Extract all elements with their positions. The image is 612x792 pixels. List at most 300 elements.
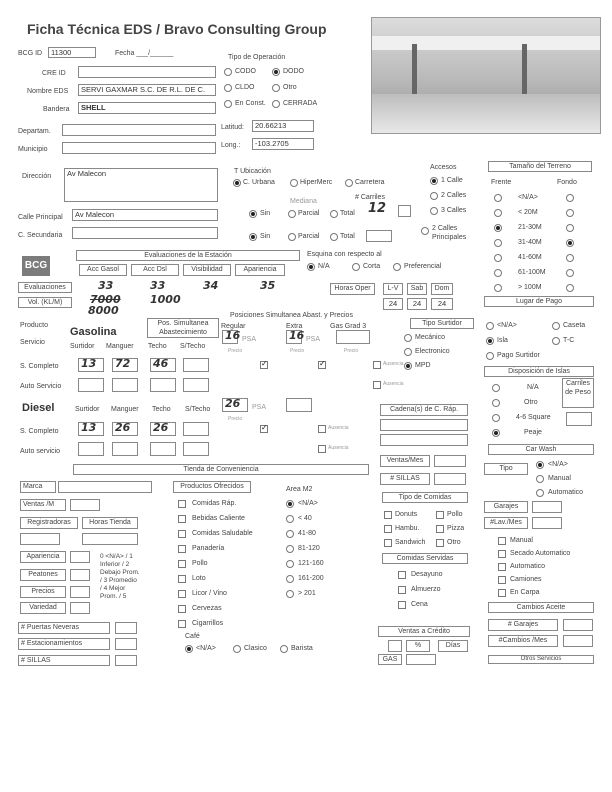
tienda-horas-label: Horas Tienda — [82, 517, 138, 529]
gas-auto-techo[interactable] — [150, 378, 176, 392]
producto-label: Bebidas Caliente — [192, 515, 245, 522]
credito-gas-field[interactable] — [406, 654, 436, 665]
radio-fondo-3[interactable] — [566, 239, 574, 247]
label-islas-peaje: Peaje — [524, 429, 542, 436]
wash-check-2[interactable] — [498, 563, 506, 571]
aceite-cambios-label: #Cambios /Mes — [488, 635, 558, 647]
diesel-auto-surtidor[interactable] — [78, 442, 104, 456]
producto-check-3[interactable] — [178, 545, 186, 553]
puertas-neveras-field[interactable] — [115, 622, 137, 634]
evaluaciones-title: Evaluaciones de la Estación — [76, 250, 300, 261]
radio-fondo-4[interactable] — [566, 254, 574, 262]
radio-cldo[interactable] — [224, 84, 232, 92]
radio-fondo-6[interactable] — [566, 284, 574, 292]
mediana-label: Mediana — [290, 198, 317, 205]
wash-check-4[interactable] — [498, 589, 506, 597]
diesel-pos-field[interactable] — [222, 398, 248, 412]
diesel-auto-ausencia-label: Ausencia — [328, 445, 349, 451]
nombre-eds-field[interactable]: SERVI GAXMAR S.C. DE R.L. DE C. — [78, 84, 216, 96]
calle-principal-label: Calle Principal — [18, 214, 63, 221]
producto-label: Loto — [192, 575, 206, 582]
label-wash-manual: Manual — [548, 475, 571, 482]
servida-check-0[interactable] — [398, 571, 406, 579]
producto-check-2[interactable] — [178, 530, 186, 538]
radio-frente-6[interactable] — [494, 284, 502, 292]
radio-frente-4[interactable] — [494, 254, 502, 262]
label-islas-square: 4-6 Square — [516, 414, 551, 421]
diesel-auto-s-techo[interactable] — [183, 442, 209, 456]
gas-techo-value: 46 — [153, 357, 169, 370]
gas-precio-1: Precio — [228, 348, 243, 354]
radio-fondo-2[interactable] — [566, 224, 574, 232]
producto-check-7[interactable] — [178, 605, 186, 613]
wash-check-label: Secado Automatico — [510, 550, 571, 557]
gas-regular-pos[interactable] — [222, 329, 241, 344]
radio-surtidor-mpd[interactable] — [404, 362, 412, 370]
wash-check-label: Camiones — [510, 576, 542, 583]
diesel-ausencia-check-2[interactable] — [318, 425, 326, 433]
photo-canopy — [372, 36, 600, 50]
label-acceso-3: 3 Calles — [441, 207, 467, 214]
extra-label: Extra — [286, 323, 303, 330]
radio-mediana-total[interactable] — [330, 210, 338, 218]
radio-cafe-barista[interactable] — [280, 645, 288, 653]
wash-garajes-label: Garajes — [484, 501, 528, 513]
credito-dias-label: Días — [438, 640, 468, 652]
islas-title: Disposición de Islas — [484, 366, 594, 377]
radio-pago-caseta[interactable] — [552, 322, 560, 330]
bcg-id-field[interactable]: 11300 — [48, 47, 96, 58]
radio-esquina-corta[interactable] — [352, 263, 360, 271]
diesel-pos-value: 26 — [225, 397, 241, 410]
label-islas-otro: Otro — [524, 399, 538, 406]
vol-value-1: 7000 — [90, 293, 121, 306]
wash-lav-mes-label: #Lav./Mes — [484, 517, 528, 529]
label-pago-surtidor: Pago Surtidor — [497, 352, 540, 359]
diesel-techo-value: 26 — [153, 421, 169, 434]
diesel-ausencia-check[interactable] — [260, 425, 268, 433]
tienda-apariencia-field[interactable] — [70, 551, 90, 563]
wash-check-0[interactable] — [498, 537, 506, 545]
producto-label: Comidas Ráp. — [192, 500, 237, 507]
radio-sec-parcial[interactable] — [288, 233, 296, 241]
label-pago-tc: T-C — [563, 337, 575, 344]
diesel-surtidor-field[interactable] — [78, 422, 104, 436]
tipo-comida-label: Sandwich — [395, 539, 426, 546]
gas-col-surtidor: Surtidor — [70, 343, 95, 350]
tienda-marca-field[interactable] — [58, 481, 152, 493]
servida-label: Desayuno — [411, 571, 443, 578]
wash-check-label: Manual — [510, 537, 533, 544]
label-cldo: CLDO — [235, 84, 255, 91]
radio-area-6[interactable] — [286, 590, 294, 598]
gas-extra-psa: PSA — [306, 336, 321, 343]
vol-row-label: Vol. (KL/M) — [18, 297, 72, 308]
radio-cafe-na[interactable] — [185, 645, 193, 653]
producto-check-6[interactable] — [178, 590, 186, 598]
station-photo — [371, 17, 601, 134]
gas-techo-field[interactable] — [150, 358, 176, 372]
gas-auto-manguer[interactable] — [112, 378, 138, 392]
photo-ground — [372, 94, 600, 133]
credito-gas-label: GAS — [378, 654, 402, 665]
wash-garajes-field[interactable] — [532, 501, 562, 513]
diesel-title: Diesel — [22, 402, 55, 414]
tienda-peatones-label: Peatones — [20, 569, 66, 581]
label-otro: Otro — [283, 84, 297, 91]
servicio-label: Servicio — [20, 339, 45, 346]
col-visibilidad: Visibilidad — [183, 264, 231, 276]
diesel-techo-field[interactable] — [150, 422, 176, 436]
tienda-marca-label: Marca — [20, 481, 56, 493]
gas-col-s-techo: S/Techo — [180, 343, 206, 350]
rating-scale-line: Prom. / 5 — [100, 593, 127, 600]
label-surtidor-mecanico: Mecánico — [415, 334, 445, 341]
tienda-precios-field[interactable] — [70, 586, 90, 598]
gas-extra-pos[interactable] — [286, 329, 305, 344]
nombre-eds-label: Nombre EDS — [27, 88, 69, 95]
horas-sab-field[interactable]: 24 — [407, 298, 427, 310]
diesel-col-techo: Techo — [152, 406, 171, 413]
tienda-variedad-label: Variedad — [20, 602, 66, 614]
terreno-size-label: 61-100M — [518, 269, 546, 276]
cambios-aceite-title: Cambios Aceite — [488, 602, 594, 613]
carriles-label: # Carriles — [355, 194, 385, 201]
tipo-surtidor-title: Tipo Surtidor — [410, 318, 474, 329]
radio-area-2[interactable] — [286, 530, 294, 538]
label-sin-2: Sin — [260, 233, 271, 240]
radio-c-urbana[interactable] — [233, 179, 241, 187]
otros-servicios-title: Otros Servicios — [488, 655, 594, 664]
cre-id-field[interactable] — [78, 66, 216, 78]
municipio-label: Municipio — [18, 146, 48, 153]
producto-check-5[interactable] — [178, 575, 186, 583]
tipo-comida-label: Pizza — [447, 525, 465, 532]
label-cerrada: CERRADA — [283, 100, 318, 107]
longitud-field[interactable]: -103.2705 — [252, 138, 314, 150]
rating-scale-line: / 3 Promedio — [100, 577, 137, 584]
posiciones-label: Posiciones Simultanea Abast. y Precios — [230, 312, 353, 319]
tienda-ventas-field[interactable] — [70, 499, 100, 511]
radio-mediana-parcial[interactable] — [288, 210, 296, 218]
producto-check-0[interactable] — [178, 500, 186, 508]
radio-sec-sin[interactable] — [249, 233, 257, 241]
gas-ausencia-label: Ausencia — [383, 361, 404, 367]
radio-dodo[interactable] — [272, 68, 280, 76]
rating-scale-line: 0 <N/A> / 1 — [100, 553, 133, 560]
car-wash-title: Car Wash — [488, 444, 594, 455]
servida-label: Almuerzo — [411, 586, 441, 593]
diesel-manguer-value: 26 — [115, 421, 131, 434]
radio-mediana-sin[interactable] — [249, 210, 257, 218]
radio-area-3[interactable] — [286, 545, 294, 553]
departamento-field[interactable] — [62, 124, 216, 136]
photo-pole — [412, 44, 417, 100]
cadenas-field-1[interactable] — [380, 419, 468, 431]
diesel-pos-field-2[interactable] — [286, 398, 312, 412]
radio-frente-1[interactable] — [494, 209, 502, 217]
tienda-registradoras-field[interactable] — [20, 533, 60, 545]
tienda-sillas-field[interactable] — [115, 655, 137, 666]
latitud-label: Latitud: — [221, 124, 244, 131]
aceite-cambios-field[interactable] — [563, 635, 593, 647]
lugar-pago-title: Lugar de Pago — [484, 296, 594, 307]
bandera-field[interactable]: SHELL — [78, 102, 216, 114]
aceite-garajes-field[interactable] — [563, 619, 593, 631]
departamento-label: Departam. — [18, 128, 51, 135]
gas-regular-ausencia-check[interactable] — [260, 361, 268, 369]
eval-acc-dsl: 33 — [150, 279, 166, 292]
servida-check-1[interactable] — [398, 586, 406, 594]
carriles-sec-field[interactable] — [366, 230, 392, 242]
tipo-comida-check-5[interactable] — [436, 539, 444, 547]
diesel-auto-manguer[interactable] — [112, 442, 138, 456]
area-label: > 201 — [298, 590, 316, 597]
horas-col-sab: Sab — [407, 283, 427, 295]
diesel-s-completo-label: S. Completo — [20, 428, 59, 435]
direccion-label: Dirección — [22, 173, 52, 180]
comidas-sillas-label: # SILLAS — [380, 473, 430, 485]
gas-manguer-field[interactable] — [112, 358, 138, 372]
label-total: Total — [340, 210, 355, 217]
radio-area-0[interactable] — [286, 500, 294, 508]
comidas-sillas-field[interactable] — [434, 473, 466, 485]
radio-area-5[interactable] — [286, 575, 294, 583]
terreno-size-label: 41-60M — [518, 254, 542, 261]
diesel-manguer-field[interactable] — [112, 422, 138, 436]
tienda-variedad-field[interactable] — [70, 602, 90, 614]
radio-islas-na[interactable] — [492, 384, 500, 392]
gas-col-techo: Techo — [148, 343, 167, 350]
cafe-label: Café — [185, 633, 200, 640]
col-acc-dsl: Acc Dsl — [131, 264, 179, 276]
gas-extra-pos-value: 16 — [289, 329, 305, 342]
label-cafe-barista: Barista — [291, 645, 313, 652]
credito-pct-field[interactable] — [388, 640, 402, 652]
radio-area-1[interactable] — [286, 515, 294, 523]
radio-islas-peaje[interactable] — [492, 429, 500, 437]
radio-fondo-1[interactable] — [566, 209, 574, 217]
tipo-comida-check-0[interactable] — [384, 511, 392, 519]
label-esquina-corta: Corta — [363, 263, 381, 270]
gas-auto-ausencia-label: Ausencia — [383, 381, 404, 387]
radio-fondo-0[interactable] — [566, 194, 574, 202]
radio-acceso-3[interactable] — [430, 207, 438, 215]
label-wash-na: <N/A> — [548, 461, 568, 468]
diesel-surtidor-value: 13 — [81, 421, 97, 434]
radio-fondo-5[interactable] — [566, 269, 574, 277]
label-codo: CODO — [235, 68, 256, 75]
diesel-s-techo-field[interactable] — [183, 422, 209, 436]
radio-wash-na[interactable] — [536, 461, 544, 469]
eval-apariencia: 35 — [260, 279, 276, 292]
tipo-comida-check-2[interactable] — [384, 525, 392, 533]
terreno-size-label: 31-40M — [518, 239, 542, 246]
label-carretera: Carretera — [355, 179, 385, 186]
label-cafe-na: <N/A> — [196, 645, 216, 652]
gas-grad3-pos[interactable] — [336, 330, 370, 344]
calle-principal-field[interactable]: Av Malecon — [72, 209, 218, 221]
radio-hipermerc[interactable] — [290, 179, 298, 187]
tienda-peatones-field[interactable] — [70, 569, 90, 581]
tienda-horas-field[interactable] — [82, 533, 138, 545]
radio-frente-2[interactable] — [494, 224, 502, 232]
fecha-label: Fecha ___/______ — [115, 50, 174, 57]
radio-frente-5[interactable] — [494, 269, 502, 277]
gas-grad3-ausencia-check[interactable] — [373, 361, 381, 369]
radio-esquina-na[interactable] — [307, 263, 315, 271]
label-esquina-pref: Preferencial — [404, 263, 442, 270]
radio-cerrada[interactable] — [272, 100, 280, 108]
radio-wash-manual[interactable] — [536, 475, 544, 483]
area-label: <N/A> — [298, 500, 318, 507]
gas-surtidor-field[interactable] — [78, 358, 104, 372]
radio-en-const[interactable] — [224, 100, 232, 108]
gas-auto-servicio-label: Auto Servicio — [20, 383, 62, 390]
gas-col-manguer: Manguer — [106, 343, 134, 350]
wash-check-label: En Carpa — [510, 589, 540, 596]
t-ubicacion-label: T Ubicación — [234, 168, 271, 175]
comidas-servidas-title: Comidas Servidas — [382, 553, 468, 564]
carriles-value: 12 — [368, 201, 387, 216]
radio-area-4[interactable] — [286, 560, 294, 568]
radio-islas-otro[interactable] — [492, 399, 500, 407]
producto-label: Licor / Vino — [192, 590, 227, 597]
fondo-label: Fondo — [557, 179, 577, 186]
radio-carretera[interactable] — [345, 179, 353, 187]
diesel-auto-ausencia-check[interactable] — [318, 445, 326, 453]
diesel-psa: PSA — [252, 404, 267, 411]
horas-col-lv: L-V — [383, 283, 403, 295]
radio-surtidor-mecanico[interactable] — [404, 334, 412, 342]
tipo-comida-check-3[interactable] — [436, 525, 444, 533]
tipo-comidas-title: Tipo de Comidas — [382, 492, 468, 503]
cadenas-label: Cadena(s) de C. Ráp. — [380, 404, 468, 416]
photo-pole — [522, 44, 527, 100]
diesel-precio: Precio — [228, 416, 243, 422]
radio-sec-total[interactable] — [330, 233, 338, 241]
cadenas-field-2[interactable] — [380, 434, 468, 446]
label-pago-na: <N/A> — [497, 322, 517, 329]
wash-check-1[interactable] — [498, 550, 506, 558]
regular-label: Regular — [221, 323, 246, 330]
producto-check-4[interactable] — [178, 560, 186, 568]
terreno-title: Tamaño del Terreno — [488, 161, 592, 172]
horas-lv-field[interactable]: 24 — [383, 298, 403, 310]
label-esquina-na: N/A — [318, 263, 330, 270]
radio-cafe-clasico[interactable] — [233, 645, 241, 653]
wash-lav-mes-field[interactable] — [532, 517, 562, 529]
label-acceso-1: 1 Calle — [441, 177, 463, 184]
tienda-title: Tienda de Conveniencia — [73, 464, 369, 475]
area-label: 81-120 — [298, 545, 320, 552]
producto-label: Pollo — [192, 560, 208, 567]
label-parcial-2: Parcial — [298, 233, 320, 240]
eval-acc-gasol: 33 — [98, 279, 114, 292]
calle-secundaria-field[interactable] — [72, 227, 218, 239]
label-en-const: En Const. — [235, 100, 266, 107]
rating-scale-line: Debajo Prom. — [100, 569, 140, 576]
label-islas-na: N/A — [527, 384, 539, 391]
carriles-peso-field[interactable] — [566, 412, 592, 426]
diesel-col-surtidor: Surtidor — [75, 406, 100, 413]
tipo-comida-label: Donuts — [395, 511, 418, 518]
radio-otro[interactable] — [272, 84, 280, 92]
tienda-ventas-label: Ventas /M — [20, 499, 66, 511]
gas-auto-ausencia-check[interactable] — [373, 381, 381, 389]
area-label: 41-80 — [298, 530, 316, 537]
radio-surtidor-electronico[interactable] — [404, 348, 412, 356]
radio-pago-surtidor[interactable] — [486, 352, 494, 360]
tipo-comida-check-4[interactable] — [384, 539, 392, 547]
radio-codo[interactable] — [224, 68, 232, 76]
tipo-comida-check-1[interactable] — [436, 511, 444, 519]
producto-check-8[interactable] — [178, 620, 186, 628]
puertas-neveras-label: # Puertas Neveras — [18, 622, 110, 634]
radio-pago-tc[interactable] — [552, 337, 560, 345]
col-acc-gasol: Acc Gasol — [79, 264, 127, 276]
gas-s-techo-field[interactable] — [183, 358, 209, 372]
terreno-size-label: 21-30M — [518, 224, 542, 231]
gas-manguer-value: 72 — [115, 357, 131, 370]
radio-islas-square[interactable] — [492, 414, 500, 422]
gas-regular-psa: PSA — [242, 336, 257, 343]
servida-label: Cena — [411, 601, 428, 608]
tienda-registradoras-label: Registradoras — [20, 517, 78, 529]
tienda-sillas-label: # SILLAS — [18, 655, 110, 666]
latitud-field[interactable]: 20.66213 — [252, 120, 314, 132]
radio-frente-3[interactable] — [494, 239, 502, 247]
carriles-field[interactable] — [398, 205, 411, 217]
ventas-mes-field[interactable] — [434, 455, 466, 467]
credito-pct-label: % — [406, 640, 430, 652]
radio-pago-na[interactable] — [486, 322, 494, 330]
gas-surtidor-value: 13 — [81, 357, 97, 370]
vol-value-2: 8000 — [88, 304, 119, 317]
productos-ofrecidos-title: Productos Ofrecidos — [173, 481, 251, 493]
estacionamientos-field[interactable] — [115, 638, 137, 650]
producto-check-1[interactable] — [178, 515, 186, 523]
terreno-size-label: <N/A> — [518, 194, 538, 201]
horas-col-dom: Dom — [431, 283, 453, 295]
direccion-field[interactable]: Av Malecon — [64, 168, 218, 202]
gas-auto-surtidor[interactable] — [78, 378, 104, 392]
radio-wash-auto[interactable] — [536, 489, 544, 497]
municipio-field[interactable] — [62, 142, 216, 154]
horas-dom-field[interactable]: 24 — [431, 298, 453, 310]
wash-check-3[interactable] — [498, 576, 506, 584]
area-label: 161-200 — [298, 575, 324, 582]
gas-auto-s-techo[interactable] — [183, 378, 209, 392]
label-pago-isla: Isla — [497, 337, 508, 344]
radio-esquina-pref[interactable] — [393, 263, 401, 271]
radio-acceso-1[interactable] — [430, 177, 438, 185]
evaluaciones-row-label: Evaluaciones — [18, 282, 72, 293]
bcg-id-label: BCG ID — [18, 50, 43, 57]
aceite-garajes-label: # Garajes — [488, 619, 558, 631]
tienda-precios-label: Precios — [20, 586, 66, 598]
diesel-auto-techo[interactable] — [150, 442, 176, 456]
radio-acceso-2[interactable] — [430, 192, 438, 200]
radio-acceso-principales[interactable] — [421, 227, 429, 235]
servida-check-2[interactable] — [398, 601, 406, 609]
ventas-mes-label: Ventas/Mes — [380, 455, 430, 467]
gas-extra-ausencia-check[interactable] — [318, 361, 326, 369]
longitud-label: Long.: — [221, 142, 241, 149]
radio-pago-isla[interactable] — [486, 337, 494, 345]
radio-frente-0[interactable] — [494, 194, 502, 202]
gas-precio-2: Precio — [290, 348, 305, 354]
